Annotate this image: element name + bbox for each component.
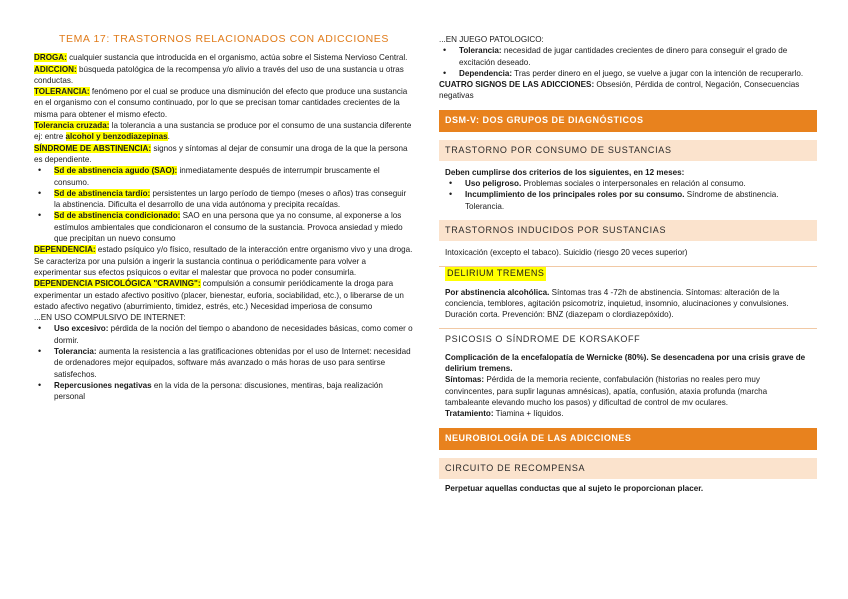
tolerancia-cruzada-term: Tolerancia cruzada: <box>34 121 110 131</box>
korsakoff-complicacion-term: Complicación de la encefalopatía de Wernicke (80%). Se desencadena por una crisis grave de delirium tremens. <box>445 352 806 374</box>
tolerancia-internet-term: Tolerancia: <box>54 347 97 357</box>
tolerancia-term: TOLERANCIA: <box>34 87 90 97</box>
abstinencia-agudo-term: Sd de abstinencia agudo (SAO): <box>54 166 178 176</box>
tolerancia-internet-text: aumenta la resistencia a las gratificaciones obtenidas por el uso de Internet: necesidad de ordenadores mejor equipados, software más avanzado o más horas de uso para sentirse satisfechos. <box>54 347 411 379</box>
page-title: TEMA 17: TRASTORNOS RELACIONADOS CON ADICCIONES <box>58 33 390 45</box>
adiccion-text: búsqueda patológica de la recompensa y/o alivio a través del uso de una sustancia u otras conductas. <box>34 64 404 85</box>
juego-dependencia-text: Tras perder dinero en el juego, se vuelve a jugar con la intención de recuperarlo. <box>512 68 804 78</box>
list-item <box>34 165 414 188</box>
consumo-section-body <box>439 167 817 212</box>
abstinencia-condicionado-text: SAO en una persona que ya no consume, al exponerse a los estímulos ambientales que condicionaron el consumo de la sustancia. Provoca ansiedad y miedo que precipitan un nuevo consumo <box>54 211 403 244</box>
incumplimiento-term: Incumplimiento de los principales roles por su consumo. <box>465 190 685 200</box>
list-item <box>445 189 811 212</box>
adiccion-term: ADICCION: <box>34 64 77 74</box>
droga-text: cualquier sustancia que introducida en el organismo, actúa sobre el Sistema Nervioso Central. <box>66 53 408 63</box>
juego-list <box>439 45 817 79</box>
list-item <box>34 188 414 211</box>
repercusiones-term: Repercusiones negativas <box>54 380 152 390</box>
korsakoff-tratamiento <box>445 408 811 419</box>
tolerancia-definition <box>34 86 414 120</box>
neuro-section-header: NEUROBIOLOGÍA DE LAS ADICCIONES <box>439 428 817 450</box>
cuatro-signos-term: CUATRO SIGNOS DE LAS ADICCIONES: <box>439 80 595 90</box>
incumplimiento-text: Síndrome de abstinencia. Tolerancia. <box>465 190 779 211</box>
circuito-section-body <box>439 483 817 494</box>
delirium-text: Síntomas tras 4 -72h de abstinencia. Síntomas: alteración de la conciencia, temblores, agitación psicomotriz, inquietud, insomnio, alucinaciones y convulsiones. Duración corta. Prevención: BNZ (diazepam o clordiazepóxido). <box>445 287 789 320</box>
korsakoff-section-body <box>439 352 817 420</box>
korsakoff-sintomas-term: Síntomas: <box>445 375 485 385</box>
abstinencia-definition <box>34 143 414 166</box>
adiccion-definition <box>34 64 414 87</box>
list-item <box>34 210 414 244</box>
abstinencia-tardio-text: persistentes un largo período de tiempo (meses o años) tras conseguir la abstinencia. Dificulta el desarrollo de una vida autónoma y precipita recaídas. <box>54 188 407 210</box>
abstinencia-term: SÍNDROME DE ABSTINENCIA: <box>34 143 152 153</box>
alcohol-benzo-highlight: alcohol y benzodiazepinas <box>65 132 168 142</box>
korsakoff-tratamiento-term: Tratamiento: <box>445 409 494 419</box>
uso-peligroso-text: Problemas sociales o interpersonales en relación al consumo. <box>521 179 746 189</box>
droga-term: DROGA: <box>34 53 67 63</box>
tolerancia-text: fenómeno por el cual se produce una disminución del efecto que produce una sustancia en el organismo con el consumo continuado, por lo que se precisan tomar cantidades crecientes de la misma para obtener el mismo efecto. <box>34 87 408 119</box>
korsakoff-tratamiento-text: Tiamina + líquidos. <box>493 409 564 419</box>
internet-list <box>34 323 414 402</box>
droga-definition <box>34 52 414 63</box>
delirium-text-block <box>445 287 811 321</box>
consumo-list <box>445 178 811 212</box>
abstinencia-text: signos y síntomas al dejar de consumir una droga de la que la persona es dependiente. <box>34 143 408 164</box>
abstinencia-agudo-text: inmediatamente después de interrumpir bruscamente el consumo. <box>54 166 380 187</box>
right-column <box>439 34 817 494</box>
delirium-section-body <box>439 287 817 321</box>
uso-excesivo-text: pérdida de la noción del tiempo o abandono de necesidades básicas, como comer o dormir. <box>54 324 413 345</box>
cuatro-signos <box>439 79 817 102</box>
list-item <box>439 68 817 79</box>
tolerancia-cruzada-text: la tolerancia a una sustancia se produce por el consumo de una sustancia diferente ej: entre <box>34 121 412 142</box>
juego-intro: ...EN JUEGO PATOLOGICO: <box>439 35 544 44</box>
dependencia-psicologica-definition <box>34 278 414 312</box>
dependencia-psicologica-text: compulsión a consumir periódicamente la droga para experimentar un estado afectivo positivo (placer, bienestar, euforia, sociabilidad, etc.), o liberarse de un estado afectivo negativo (aburrimiento, timidez, estrés, etc.) Necesidad imperiosa de consumo <box>34 279 404 311</box>
korsakoff-section-header: PSICOSIS O SÍNDROME DE KORSAKOFF <box>439 328 817 345</box>
abstinencia-list <box>34 165 414 244</box>
dsm-section-header: DSM-V: DOS GRUPOS DE DIAGNÓSTICOS <box>439 110 817 132</box>
inducidos-section-body <box>439 247 817 258</box>
list-item <box>34 380 414 403</box>
juego-tolerancia-term: Tolerancia: <box>459 46 502 56</box>
abstinencia-tardio-term: Sd de abstinencia tardío: <box>54 188 151 198</box>
list-item <box>439 45 817 68</box>
tolerancia-cruzada-definition <box>34 120 414 143</box>
inducidos-section-header: TRASTORNOS INDUCIDOS POR SUSTANCIAS <box>439 220 817 241</box>
korsakoff-sintomas <box>445 374 811 408</box>
tolerancia-cruzada-end: . <box>167 132 170 142</box>
consumo-section-header: TRASTORNO POR CONSUMO DE SUSTANCIAS <box>439 140 817 161</box>
delirium-section-header <box>439 266 817 280</box>
circuito-section-header: CIRCUITO DE RECOMPENSA <box>439 458 817 479</box>
dependencia-definition <box>34 244 414 278</box>
uso-peligroso-term: Uso peligroso. <box>465 179 522 189</box>
dependencia-psicologica-term: DEPENDENCIA PSICOLÓGICA "CRAVING": <box>34 279 201 289</box>
delirium-term: Por abstinencia alcohólica. <box>445 287 550 297</box>
internet-intro: ...EN USO COMPULSIVO DE INTERNET: <box>34 313 186 323</box>
list-item <box>34 323 414 346</box>
cuatro-signos-text: Obsesión, Pérdida de control, Negación, Consecuencias negativas <box>439 80 800 101</box>
dependencia-term: DEPENDENCIA: <box>34 245 96 255</box>
delirium-title: DELIRIUM TREMENS <box>445 267 546 280</box>
repercusiones-text: en la vida de la persona: discusiones, mentiras, baja realización personal <box>54 380 383 402</box>
korsakoff-sintomas-text: Pérdida de la memoria reciente, confabulación (historias no reales pero muy convincentes, para suplir lagunas amnésicas), apatía, confusión, ataxia profunda (marcha tambaleante elevando mucho los pasos) y dificultad de control de mv oculares. <box>445 375 768 407</box>
korsakoff-complicacion <box>445 352 811 375</box>
circuito-text: Perpetuar aquellas conductas que al sujeto le proporcionan placer. <box>445 483 704 493</box>
consumo-intro: Deben cumplirse dos criterios de los siguientes, en 12 meses: <box>445 167 685 177</box>
inducidos-text: Intoxicación (excepto el tabaco). Suicidio (riesgo 20 veces superior) <box>445 247 688 257</box>
juego-dependencia-term: Dependencia: <box>459 68 513 78</box>
abstinencia-condicionado-term: Sd de abstinencia condicionado: <box>54 211 181 221</box>
juego-tolerancia-text: necesidad de jugar cantidades crecientes de dinero para conseguir el grado de excitación deseado. <box>459 46 788 67</box>
dependencia-text: estado psíquico y/o físico, resultado de la interacción entre organismo vivo y una droga. Se caracteriza por una pulsión a ingerir la sustancia continua o periódicamente para volver a experimentar sus efectos psíquicos o evitar el malestar que provoca no poder consumirla. <box>34 245 413 277</box>
list-item <box>34 346 414 380</box>
list-item <box>445 178 811 189</box>
uso-excesivo-term: Uso excesivo: <box>54 324 109 334</box>
left-column <box>34 34 414 403</box>
